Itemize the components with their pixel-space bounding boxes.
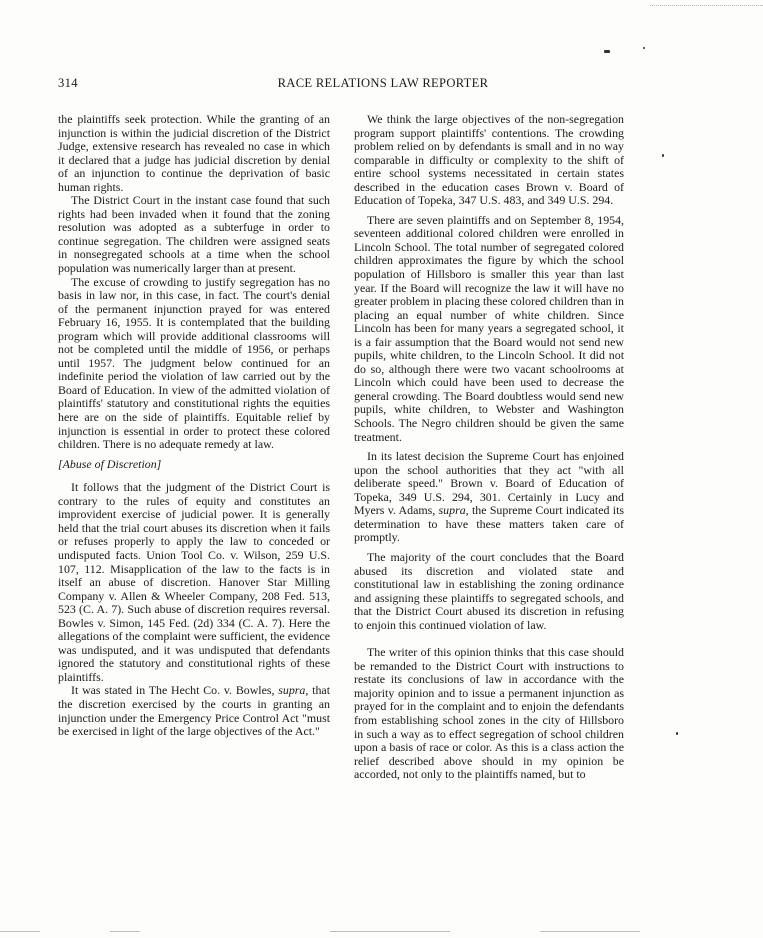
scan-footer-line bbox=[330, 931, 450, 932]
paragraph: There are seven plaintiffs and on September 8, 1954, seventeen additional colored children were enrolled in Lincoln School. The total number of segregated colored children approximates the figure by which the school population of Hillsboro is smaller this year than last year. If the Board will recognize the law it will have no greater problem in placing these colored children than in placing an equal number of white children. Since Lincoln has been for many years a segregated school, it is a fair assumption that the Board would not send new pupils, white children, to the Lincoln School. It did not do so, although there were two vacant schoolrooms at Lincoln which could have been used to decrease the general crowding. The Board doubtless would send new pupils, white children, to Webster and Washington Schools. The Negro children should be given the same treatment. bbox=[354, 212, 624, 444]
italic-citation: supra, bbox=[438, 503, 469, 518]
paragraph: the plaintiffs seek protection. While the granting of an injunction is within the judicial discretion of the District Judge, extensive research has revealed no case in which it declared that a judge has judicial discretion by denial of an injunction to continue the deprivation of basic human rights. bbox=[58, 112, 330, 194]
paragraph bbox=[354, 450, 624, 545]
scan-footer-line bbox=[540, 931, 640, 932]
scan-edge-dots bbox=[650, 5, 763, 7]
right-column bbox=[354, 113, 624, 782]
scan-speck bbox=[676, 732, 678, 735]
page-header bbox=[58, 76, 708, 92]
scan-footer-line bbox=[0, 931, 40, 932]
paragraph: The District Court in the instant case found that such rights had been invaded when it found that the zoning resolution was adopted as a subterfuge in order to continue segregation. The children were assigned seats in nonsegregated schools at a time when the school population was numerically larger than at present. bbox=[58, 193, 330, 276]
paragraph: We think the large objectives of the non-segregation program support plaintiffs' contentions. The crowding problem relied on by defendants is small and in no way comparable in difficulty or complexity to the shift of entire school systems necessitated in certain states described in the education cases Brown v. Board of Education of Topeka, 347 U.S. 483, and 349 U.S. 294. bbox=[354, 112, 624, 208]
text-run: that the discretion exercised by the courts in granting an injunction under the Emergency Price Control Act "must be exercised in light of the large objectives of the Act." bbox=[58, 683, 330, 739]
running-title: RACE RELATIONS LAW REPORTER bbox=[277, 76, 489, 90]
text-run: In its latest decision the Supreme Court has enjoined upon the school authorities that they act "with all deliberate speed." Brown v. Board of Education of Topeka, 349 U.S. 294, 301. Certainly in Lucy and Myers v. Adams, bbox=[354, 449, 624, 518]
scan-speck bbox=[662, 154, 664, 157]
paragraph: It follows that the judgment of the District Court is contrary to the rules of equity and constitutes an improvident exercise of judicial power. It is generally held that the trial court abuses its discretion when it fails or refuses properly to apply the law to conceded or undisputed facts. Union Tool Co. v. Wilson, 259 U.S. 107, 112. Misapplication of the law to the facts is in itself an abuse of discretion. Hanover Star Milling Company v. Allen & Wheeler Company, 208 Fed. 513, 523 (C. A. 7). Such abuse of discretion requires reversal. Bowles v. Simon, 145 Fed. (2d) 334 (C. A. 7). Here the allegations of the complaint were sufficient, the evidence was undisputed, and it was undisputed that defendants ignored the statutory and constitutional rights of these plaintiffs. bbox=[58, 480, 330, 684]
paragraph: The majority of the court concludes that the Board abused its discretion and violated state and constitutional law in establishing the zoning ordinance and assigning these plaintiffs to segregated schools, and that the District Court abused its discretion in refusing to enjoin this continued violation of law. bbox=[354, 549, 624, 632]
text-run: It was stated in The Hecht Co. v. Bowles, bbox=[71, 683, 279, 698]
text-run: the Supreme Court indicated its determination to have these matters taken care of promptly. bbox=[354, 503, 624, 545]
italic-citation: supra, bbox=[278, 683, 309, 698]
left-column bbox=[58, 113, 330, 739]
paragraph: The writer of this opinion thinks that this case should be remanded to the District Court with instructions to restate its conclusions of law in accordance with the majority opinion and to issue a permanent injunction as prayed for in the complaint and to enjoin the defendants from establishing school zones in the city of Hillsboro in such a way as to effect segregation of school children upon a basis of race or color. As this is a class action the relief described above should in my opinion be accorded, not only to the plaintiffs named, but to bbox=[354, 645, 624, 782]
paragraph bbox=[58, 684, 330, 738]
paragraph: The excuse of crowding to justify segregation has no basis in law nor, in this case, in fact. The court's denial of the permanent injunction prayed for was entered February 16, 1955. It is contemplated that the building program which will provide additional classrooms will not be completed until the middle of 1956, or perhaps until 1957. The judgment below continued for an indefinite period the violation of law carried out by the Board of Education. In view of the admitted violation of plaintiffs' statutory and constitutional rights the equities here are on the side of plaintiffs. Equitable relief by injunction is essential in order to protect these colored children. There is no adequate remedy at law. bbox=[58, 274, 330, 452]
section-heading: [Abuse of Discretion] bbox=[58, 456, 162, 471]
page-number: 314 bbox=[58, 76, 78, 90]
scan-speck bbox=[604, 50, 610, 53]
scan-speck bbox=[643, 47, 645, 49]
scan-footer-line bbox=[110, 931, 140, 932]
